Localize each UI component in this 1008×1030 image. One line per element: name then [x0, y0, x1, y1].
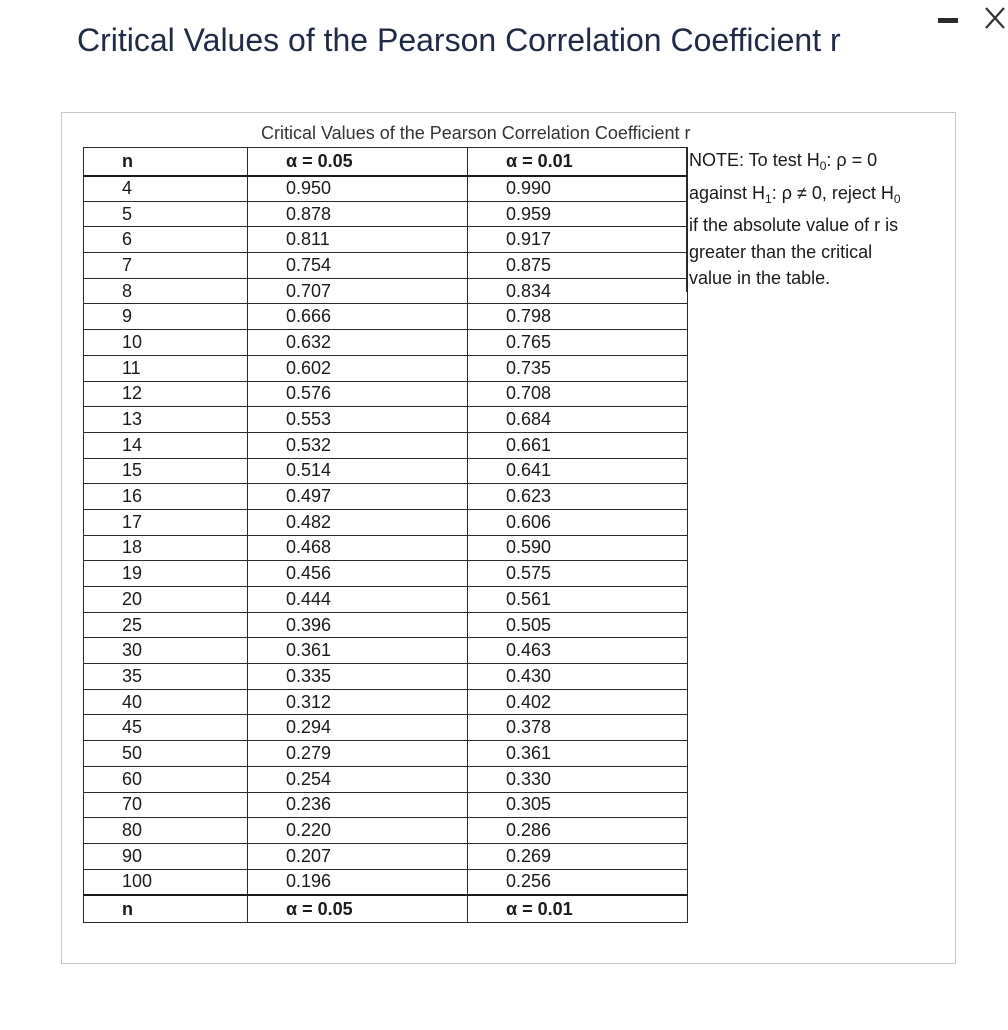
cell-alpha-001: 0.430 — [468, 664, 688, 690]
cell-alpha-005: 0.666 — [248, 304, 468, 330]
cell-alpha-001: 0.330 — [468, 766, 688, 792]
cell-alpha-001: 0.590 — [468, 535, 688, 561]
cell-alpha-005: 0.456 — [248, 561, 468, 587]
cell-alpha-001: 0.641 — [468, 458, 688, 484]
table-row — [84, 638, 688, 664]
cell-alpha-005: 0.754 — [248, 253, 468, 279]
cell-alpha-001: 0.917 — [468, 227, 688, 253]
cell-n: 17 — [84, 509, 248, 535]
close-icon — [980, 2, 1008, 32]
cell-n: 13 — [84, 407, 248, 433]
table-row — [84, 741, 688, 767]
cell-n: 19 — [84, 561, 248, 587]
cell-n: 16 — [84, 484, 248, 510]
cell-alpha-005: 0.878 — [248, 201, 468, 227]
cell-alpha-001: 0.505 — [468, 612, 688, 638]
table-caption: Critical Values of the Pearson Correlation Coefficient r — [261, 123, 691, 143]
table-row — [84, 407, 688, 433]
cell-n: 80 — [84, 818, 248, 844]
cell-alpha-001: 0.256 — [468, 869, 688, 895]
cell-alpha-005: 0.514 — [248, 458, 468, 484]
cell-alpha-005: 0.254 — [248, 766, 468, 792]
cell-alpha-005: 0.396 — [248, 612, 468, 638]
cell-n: 11 — [84, 355, 248, 381]
cell-n: 40 — [84, 689, 248, 715]
header-n: n — [84, 148, 248, 176]
cell-alpha-001: 0.361 — [468, 741, 688, 767]
cell-n: 60 — [84, 766, 248, 792]
cell-alpha-001: 0.269 — [468, 843, 688, 869]
table-row — [84, 176, 688, 202]
minimize-icon — [938, 18, 958, 23]
cell-alpha-001: 0.305 — [468, 792, 688, 818]
cell-alpha-005: 0.312 — [248, 689, 468, 715]
cell-alpha-001: 0.661 — [468, 432, 688, 458]
cell-alpha-001: 0.575 — [468, 561, 688, 587]
table-row — [84, 766, 688, 792]
cell-alpha-005: 0.444 — [248, 587, 468, 613]
table-row — [84, 689, 688, 715]
table-header-row — [84, 148, 688, 176]
cell-alpha-001: 0.684 — [468, 407, 688, 433]
table-row — [84, 253, 688, 279]
cell-alpha-005: 0.532 — [248, 432, 468, 458]
cell-alpha-001: 0.798 — [468, 304, 688, 330]
cell-n: 8 — [84, 278, 248, 304]
cell-n: 9 — [84, 304, 248, 330]
footer-alpha-005: α = 0.05 — [248, 895, 468, 923]
cell-alpha-005: 0.279 — [248, 741, 468, 767]
cell-n: 45 — [84, 715, 248, 741]
cell-alpha-005: 0.236 — [248, 792, 468, 818]
table-row — [84, 278, 688, 304]
cell-alpha-001: 0.561 — [468, 587, 688, 613]
cell-n: 10 — [84, 330, 248, 356]
cell-alpha-005: 0.707 — [248, 278, 468, 304]
cell-alpha-005: 0.196 — [248, 869, 468, 895]
table-row — [84, 458, 688, 484]
cell-alpha-005: 0.482 — [248, 509, 468, 535]
cell-alpha-005: 0.361 — [248, 638, 468, 664]
note-box — [686, 147, 946, 292]
cell-alpha-005: 0.811 — [248, 227, 468, 253]
minimize-button[interactable] — [936, 6, 962, 30]
header-alpha-005: α = 0.05 — [248, 148, 468, 176]
table-row — [84, 561, 688, 587]
cell-alpha-005: 0.294 — [248, 715, 468, 741]
table-row — [84, 381, 688, 407]
table-row — [84, 869, 688, 895]
cell-alpha-005: 0.576 — [248, 381, 468, 407]
table-row — [84, 715, 688, 741]
cell-alpha-005: 0.335 — [248, 664, 468, 690]
table-row — [84, 432, 688, 458]
cell-alpha-005: 0.207 — [248, 843, 468, 869]
table-row — [84, 227, 688, 253]
cell-n: 90 — [84, 843, 248, 869]
table-row — [84, 843, 688, 869]
cell-alpha-005: 0.468 — [248, 535, 468, 561]
cell-alpha-001: 0.959 — [468, 201, 688, 227]
cell-alpha-005: 0.950 — [248, 176, 468, 202]
note-line-5: value in the table. — [689, 268, 831, 288]
cell-alpha-001: 0.735 — [468, 355, 688, 381]
cell-alpha-001: 0.378 — [468, 715, 688, 741]
cell-alpha-001: 0.708 — [468, 381, 688, 407]
cell-alpha-001: 0.402 — [468, 689, 688, 715]
cell-n: 12 — [84, 381, 248, 407]
cell-n: 4 — [84, 176, 248, 202]
table-row — [84, 201, 688, 227]
table-footer-row — [84, 895, 688, 923]
table-row — [84, 330, 688, 356]
table-row — [84, 612, 688, 638]
cell-n: 18 — [84, 535, 248, 561]
cell-n: 15 — [84, 458, 248, 484]
header-alpha-001: α = 0.01 — [468, 148, 688, 176]
cell-alpha-005: 0.220 — [248, 818, 468, 844]
cell-n: 7 — [84, 253, 248, 279]
footer-alpha-001: α = 0.01 — [468, 895, 688, 923]
table-row — [84, 355, 688, 381]
cell-n: 6 — [84, 227, 248, 253]
cell-n: 35 — [84, 664, 248, 690]
note-line-2: against $H_1$: ρ ≠ 0, reject $H_0$ — [689, 182, 901, 206]
table-row — [84, 509, 688, 535]
window-title: Critical Values of the Pearson Correlation Coefficient r — [77, 22, 841, 58]
cell-n: 100 — [84, 869, 248, 895]
cell-n: 50 — [84, 741, 248, 767]
table-row — [84, 792, 688, 818]
close-button[interactable] — [980, 2, 1008, 32]
cell-alpha-001: 0.286 — [468, 818, 688, 844]
footer-n: n — [84, 895, 248, 923]
table-row — [84, 304, 688, 330]
cell-n: 20 — [84, 587, 248, 613]
cell-alpha-001: 0.606 — [468, 509, 688, 535]
note-line-3: if the absolute value of r is — [689, 215, 899, 235]
cell-n: 14 — [84, 432, 248, 458]
cell-n: 5 — [84, 201, 248, 227]
cell-n: 70 — [84, 792, 248, 818]
critical-values-table — [83, 147, 688, 923]
table-row — [84, 664, 688, 690]
table-row — [84, 818, 688, 844]
cell-alpha-001: 0.834 — [468, 278, 688, 304]
cell-alpha-001: 0.765 — [468, 330, 688, 356]
cell-alpha-005: 0.602 — [248, 355, 468, 381]
table-row — [84, 587, 688, 613]
cell-alpha-001: 0.990 — [468, 176, 688, 202]
cell-n: 30 — [84, 638, 248, 664]
table-row — [84, 535, 688, 561]
cell-alpha-001: 0.875 — [468, 253, 688, 279]
cell-alpha-005: 0.632 — [248, 330, 468, 356]
cell-alpha-001: 0.463 — [468, 638, 688, 664]
table-row — [84, 484, 688, 510]
cell-alpha-001: 0.623 — [468, 484, 688, 510]
note-line-4: greater than the critical — [689, 241, 873, 262]
cell-alpha-005: 0.497 — [248, 484, 468, 510]
note-line-1: NOTE: To test $H_0$: ρ = 0 — [689, 150, 878, 173]
cell-alpha-005: 0.553 — [248, 407, 468, 433]
cell-n: 25 — [84, 612, 248, 638]
